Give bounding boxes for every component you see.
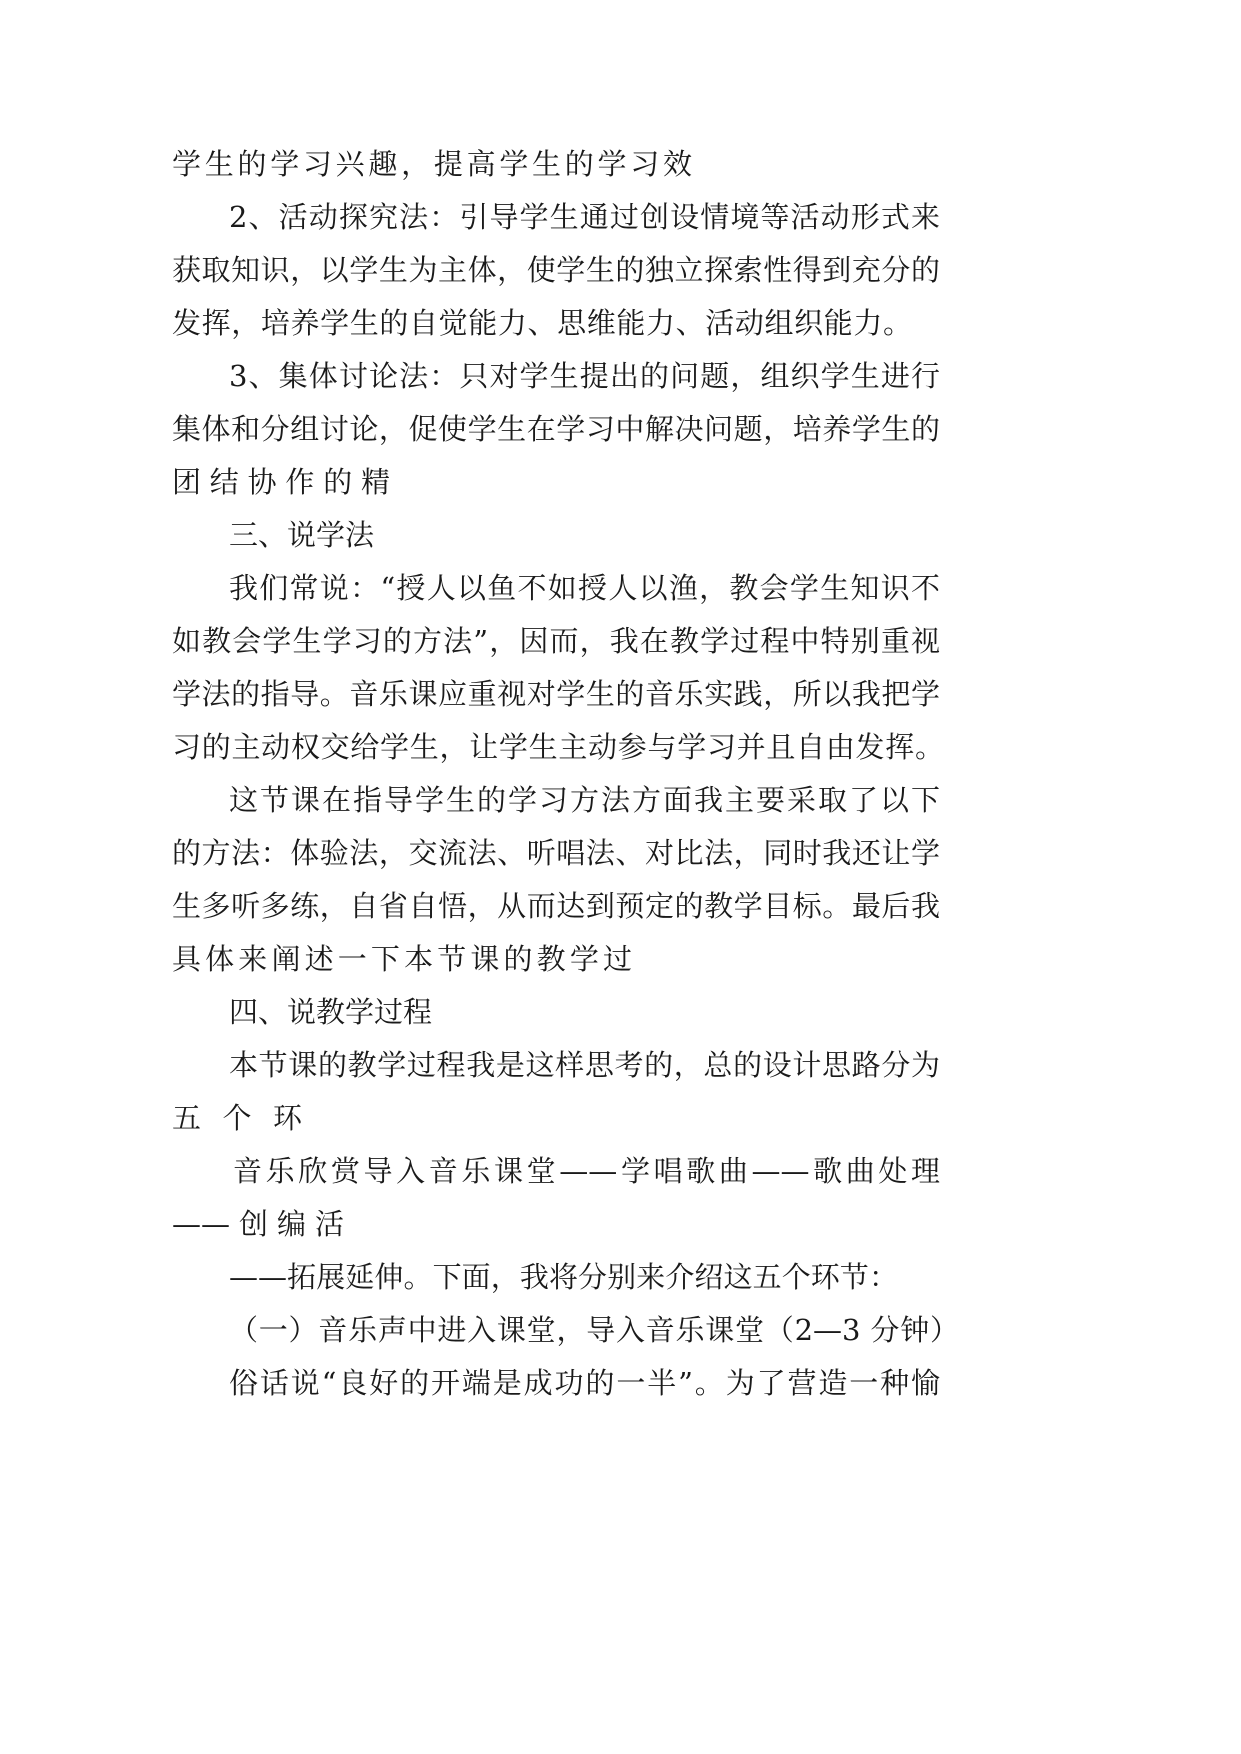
text-line: 音乐欣赏导入音乐课堂——学唱歌曲——歌曲处理	[233, 1154, 940, 1188]
text-line: 习的主动权交给学生，让学生主动参与学习并且自由发挥。	[172, 730, 944, 764]
text-line: 我们常说：“授人以鱼不如授人以渔，教会学生知识不	[229, 571, 940, 605]
section-heading: 三、说学法	[229, 518, 375, 552]
text-line: 的方法：体验法，交流法、听唱法、对比法，同时我还让学	[172, 836, 940, 870]
text-line: 学法的指导。音乐课应重视对学生的音乐实践，所以我把学	[172, 677, 940, 711]
text-line: 学生的学习兴趣，提高学生的学习效	[172, 147, 692, 181]
text-line: 2、活动探究法：引导学生通过创设情境等活动形式来	[229, 200, 940, 234]
text-line: 本节课的教学过程我是这样思考的，总的设计思路分为	[229, 1048, 940, 1082]
text-line: 五个环	[172, 1101, 302, 1135]
text-line: 生多听多练，自省自悟，从而达到预定的教学目标。最后我	[172, 889, 940, 923]
text-line: 团结协作的精	[172, 465, 390, 499]
text-line: 3、集体讨论法：只对学生提出的问题，组织学生进行	[229, 359, 940, 393]
text-line: （一）音乐声中进入课堂，导入音乐课堂（2—3 分钟）	[229, 1313, 959, 1347]
text-line: 集体和分组讨论，促使学生在学习中解决问题，培养学生的	[172, 412, 940, 446]
text-line: ——拓展延伸。下面，我将分别来介绍这五个环节：	[229, 1260, 898, 1294]
text-line: 这节课在指导学生的学习方法方面我主要采取了以下	[229, 783, 940, 817]
section-heading: 四、说教学过程	[229, 995, 433, 1029]
text-line: 具体来阐述一下本节课的教学过	[172, 942, 632, 976]
text-line: 获取知识，以学生为主体，使学生的独立探索性得到充分的	[172, 253, 940, 287]
text-line: ——创编活	[172, 1207, 344, 1241]
text-line: 俗话说“良好的开端是成功的一半”。为了营造一种愉	[229, 1366, 940, 1400]
text-line: 如教会学生学习的方法”，因而，我在教学过程中特别重视	[172, 624, 940, 658]
text-line: 发挥，培养学生的自觉能力、思维能力、活动组织能力。	[172, 306, 912, 340]
